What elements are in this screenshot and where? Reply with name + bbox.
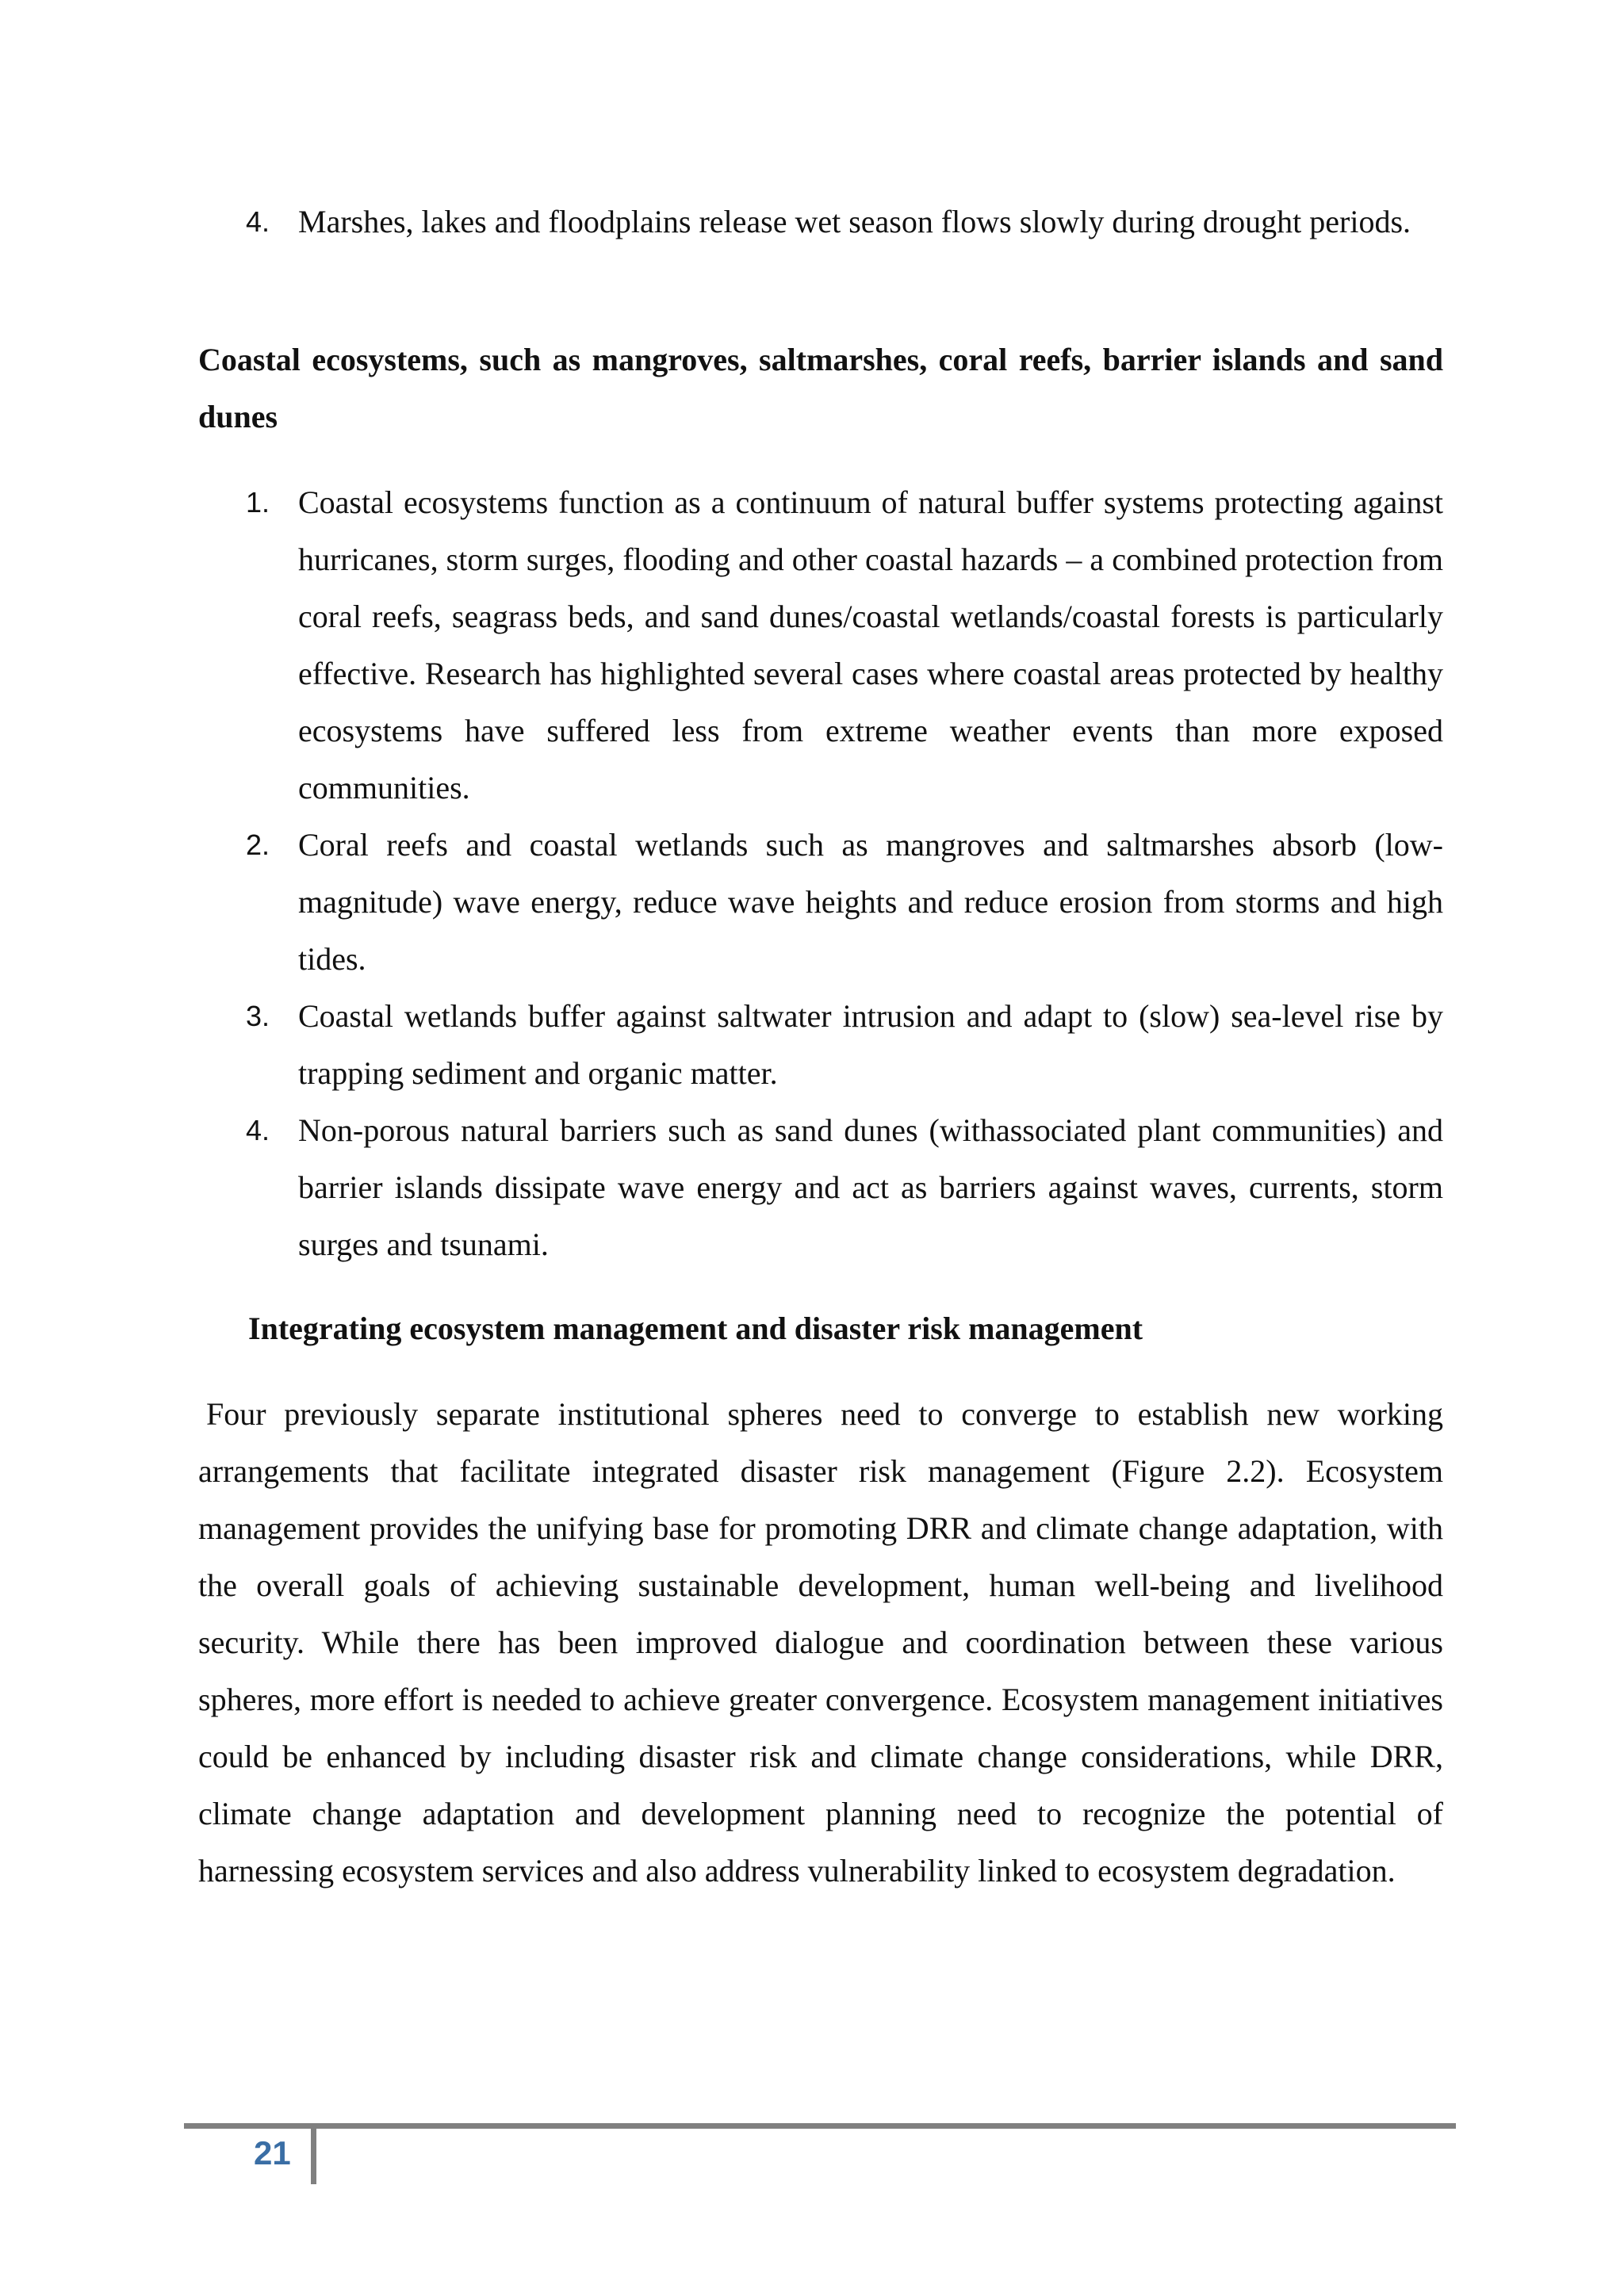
list-item-text: Marshes, lakes and floodplains release wet season flows slowly during drought periods.: [298, 204, 1411, 239]
list-item: [198, 1102, 1443, 1273]
page-number: 21: [254, 2134, 291, 2172]
list-item-text: Coral reefs and coastal wetlands such as mangroves and saltmarshes absorb (low-magnitude) wave energy, reduce wave heights and reduce erosion from storms and high tides.: [298, 827, 1443, 977]
list-item-marker: 1.: [246, 486, 270, 519]
section-heading-coastal: Coastal ecosystems, such as mangroves, saltmarshes, coral reefs, barrier islands and sand dunes: [198, 342, 1443, 434]
list-item-marker: 4.: [246, 1114, 270, 1146]
body-paragraph: Four previously separate institutional spheres need to converge to establish new working arrangements that facilitate integrated disaster risk management (Figure 2.2). Ecosystem management provides the unifying base for promoting DRR and climate change adaptation, with the overall goals of achieving sustainable development, human well-being and livelihood security. While there has been improved dialogue and coordination between these various spheres, more effort is needed to achieve greater convergence. Ecosystem management initiatives could be enhanced by including disaster risk and climate change considerations, while DRR, climate change adaptation and development planning need to recognize the potential of harnessing ecosystem services and also address vulnerability linked to ecosystem degradation.: [198, 1396, 1443, 1888]
list-item: [198, 193, 1443, 251]
list-item: [198, 817, 1443, 988]
footer-divider-bar: [311, 2127, 316, 2184]
footer-rule: [184, 2123, 1456, 2129]
list-item-text: Non-porous natural barriers such as sand dunes (withassociated plant communities) and barrier islands dissipate wave energy and act as barriers against waves, currents, storm surges and tsunami.: [298, 1112, 1443, 1262]
top-numbered-list: [198, 193, 1443, 251]
list-item: [198, 474, 1443, 817]
list-item-text: Coastal wetlands buffer against saltwater intrusion and adapt to (slow) sea-level rise by trapping sediment and organic matter.: [298, 998, 1443, 1091]
list-item-marker: 3.: [246, 1000, 270, 1032]
list-item-marker: 4.: [246, 205, 270, 238]
section-heading-integrating: Integrating ecosystem management and disaster risk management: [248, 1311, 1143, 1346]
list-item-text: Coastal ecosystems function as a continuum of natural buffer systems protecting against hurricanes, storm surges, flooding and other coastal hazards – a combined protection from coral reefs, seagrass beds, and sand dunes/coastal wetlands/coastal forests is particularly effective. Research has highlighted several cases where coastal areas protected by healthy ecosystems have suffered less from extreme weather events than more exposed communities.: [298, 484, 1443, 806]
coastal-numbered-list: [198, 474, 1443, 1273]
list-item: [198, 988, 1443, 1102]
list-item-marker: 2.: [246, 828, 270, 861]
